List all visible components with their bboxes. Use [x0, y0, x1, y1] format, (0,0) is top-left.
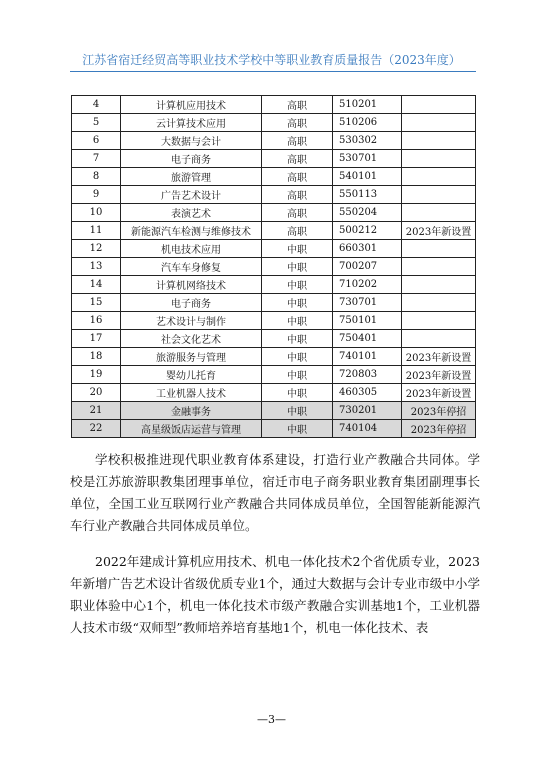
majors-table: [71, 95, 476, 438]
table-row: [72, 294, 476, 312]
cell-no: 14: [72, 276, 121, 294]
cell-note: [402, 330, 476, 348]
cell-level: 中职: [262, 312, 333, 330]
cell-code: 740104: [333, 420, 402, 438]
cell-no: 4: [72, 96, 121, 114]
cell-no: 15: [72, 294, 121, 312]
report-header: 江苏省宿迁经贸高等职业技术学校中等职业教育质量报告（2023年度）: [82, 53, 461, 67]
cell-code: 510206: [333, 114, 402, 132]
cell-no: 17: [72, 330, 121, 348]
cell-level: 高职: [262, 150, 333, 168]
cell-level: 中职: [262, 240, 333, 258]
table-row: [72, 150, 476, 168]
cell-note: [402, 312, 476, 330]
cell-note: 2023年新设置: [402, 348, 476, 366]
cell-code: 550113: [333, 186, 402, 204]
table-row: [72, 114, 476, 132]
cell-no: 7: [72, 150, 121, 168]
cell-level: 中职: [262, 402, 333, 420]
cell-name: 计算机应用技术: [121, 96, 262, 114]
cell-level: 高职: [262, 114, 333, 132]
cell-code: 750101: [333, 312, 402, 330]
cell-level: 中职: [262, 384, 333, 402]
cell-note: [402, 276, 476, 294]
cell-code: 720803: [333, 366, 402, 384]
cell-code: 740101: [333, 348, 402, 366]
cell-note: [402, 204, 476, 222]
cell-name: 电子商务: [121, 150, 262, 168]
cell-no: 22: [72, 420, 121, 438]
cell-level: 中职: [262, 330, 333, 348]
cell-code: 660301: [333, 240, 402, 258]
table-row: [72, 366, 476, 384]
table-row: [72, 204, 476, 222]
cell-code: 530302: [333, 132, 402, 150]
cell-code: 710202: [333, 276, 402, 294]
cell-name: 婴幼儿托育: [121, 366, 262, 384]
table-row: [72, 96, 476, 114]
table-row: [72, 240, 476, 258]
table-row: [72, 420, 476, 438]
cell-note: 2023年停招: [402, 402, 476, 420]
cell-no: 10: [72, 204, 121, 222]
table-row: [72, 132, 476, 150]
cell-level: 中职: [262, 420, 333, 438]
cell-level: 高职: [262, 132, 333, 150]
cell-no: 9: [72, 186, 121, 204]
cell-no: 16: [72, 312, 121, 330]
cell-note: 2023年新设置: [402, 222, 476, 240]
cell-code: 540101: [333, 168, 402, 186]
cell-note: [402, 114, 476, 132]
cell-code: 500212: [333, 222, 402, 240]
cell-code: 530701: [333, 150, 402, 168]
table-row: [72, 222, 476, 240]
cell-note: [402, 96, 476, 114]
cell-code: 750401: [333, 330, 402, 348]
table-row: [72, 402, 476, 420]
cell-note: 2023年新设置: [402, 384, 476, 402]
cell-note: 2023年停招: [402, 420, 476, 438]
cell-no: 11: [72, 222, 121, 240]
cell-code: 700207: [333, 258, 402, 276]
cell-no: 5: [72, 114, 121, 132]
paragraph-quality-majors: 2022年建成计算机应用技术、机电一体化技术2个省优质专业，2023年新增广告艺术设计省级优质专业1个，通过大数据与会计专业市级中小学职业体验中心1个，机电一体化技术市级产教融合实训基地1个，工业机器人技术市级“双师型”教师培养培育基地1个，机电一体化技术、表: [70, 554, 480, 635]
cell-name: 工业机器人技术: [121, 384, 262, 402]
cell-note: [402, 132, 476, 150]
table-row: [72, 384, 476, 402]
cell-no: 18: [72, 348, 121, 366]
cell-code: 730701: [333, 294, 402, 312]
table-row: [72, 186, 476, 204]
table-row: [72, 168, 476, 186]
cell-note: [402, 258, 476, 276]
cell-no: 12: [72, 240, 121, 258]
cell-name: 大数据与会计: [121, 132, 262, 150]
cell-level: 中职: [262, 258, 333, 276]
cell-code: 550204: [333, 204, 402, 222]
cell-name: 社会文化艺术: [121, 330, 262, 348]
cell-name: 机电技术应用: [121, 240, 262, 258]
page-number: —3—: [257, 713, 286, 726]
cell-no: 21: [72, 402, 121, 420]
cell-name: 高星级饭店运营与管理: [121, 420, 262, 438]
cell-level: 中职: [262, 294, 333, 312]
cell-level: 中职: [262, 276, 333, 294]
table-row: [72, 276, 476, 294]
cell-code: 510201: [333, 96, 402, 114]
cell-note: [402, 150, 476, 168]
table-row: [72, 330, 476, 348]
header-rule: [70, 71, 476, 72]
cell-level: 高职: [262, 222, 333, 240]
cell-name: 计算机网络技术: [121, 276, 262, 294]
cell-level: 中职: [262, 348, 333, 366]
cell-note: [402, 294, 476, 312]
cell-level: 中职: [262, 366, 333, 384]
cell-no: 8: [72, 168, 121, 186]
cell-note: [402, 186, 476, 204]
cell-name: 旅游服务与管理: [121, 348, 262, 366]
table-row: [72, 258, 476, 276]
cell-note: 2023年新设置: [402, 366, 476, 384]
cell-no: 20: [72, 384, 121, 402]
table-row: [72, 348, 476, 366]
cell-note: [402, 168, 476, 186]
cell-name: 表演艺术: [121, 204, 262, 222]
cell-name: 汽车车身修复: [121, 258, 262, 276]
cell-code: 730201: [333, 402, 402, 420]
cell-name: 电子商务: [121, 294, 262, 312]
cell-name: 广告艺术设计: [121, 186, 262, 204]
cell-name: 旅游管理: [121, 168, 262, 186]
cell-code: 460305: [333, 384, 402, 402]
cell-name: 艺术设计与制作: [121, 312, 262, 330]
cell-no: 13: [72, 258, 121, 276]
cell-name: 新能源汽车检测与维修技术: [121, 222, 262, 240]
cell-name: 金融事务: [121, 402, 262, 420]
table-row: [72, 312, 476, 330]
cell-level: 高职: [262, 204, 333, 222]
cell-no: 19: [72, 366, 121, 384]
paragraph-industry-community: 学校积极推进现代职业教育体系建设，打造行业产教融合共同体。学校是江苏旅游职教集团理事单位，宿迁市电子商务职业教育集团副理事长单位，全国工业互联网行业产教融合共同体成员单位，全国智能新能源汽车行业产教融合共同体成员单位。: [70, 452, 480, 533]
cell-level: 高职: [262, 96, 333, 114]
cell-no: 6: [72, 132, 121, 150]
cell-level: 高职: [262, 186, 333, 204]
cell-note: [402, 240, 476, 258]
cell-level: 高职: [262, 168, 333, 186]
cell-name: 云计算技术应用: [121, 114, 262, 132]
